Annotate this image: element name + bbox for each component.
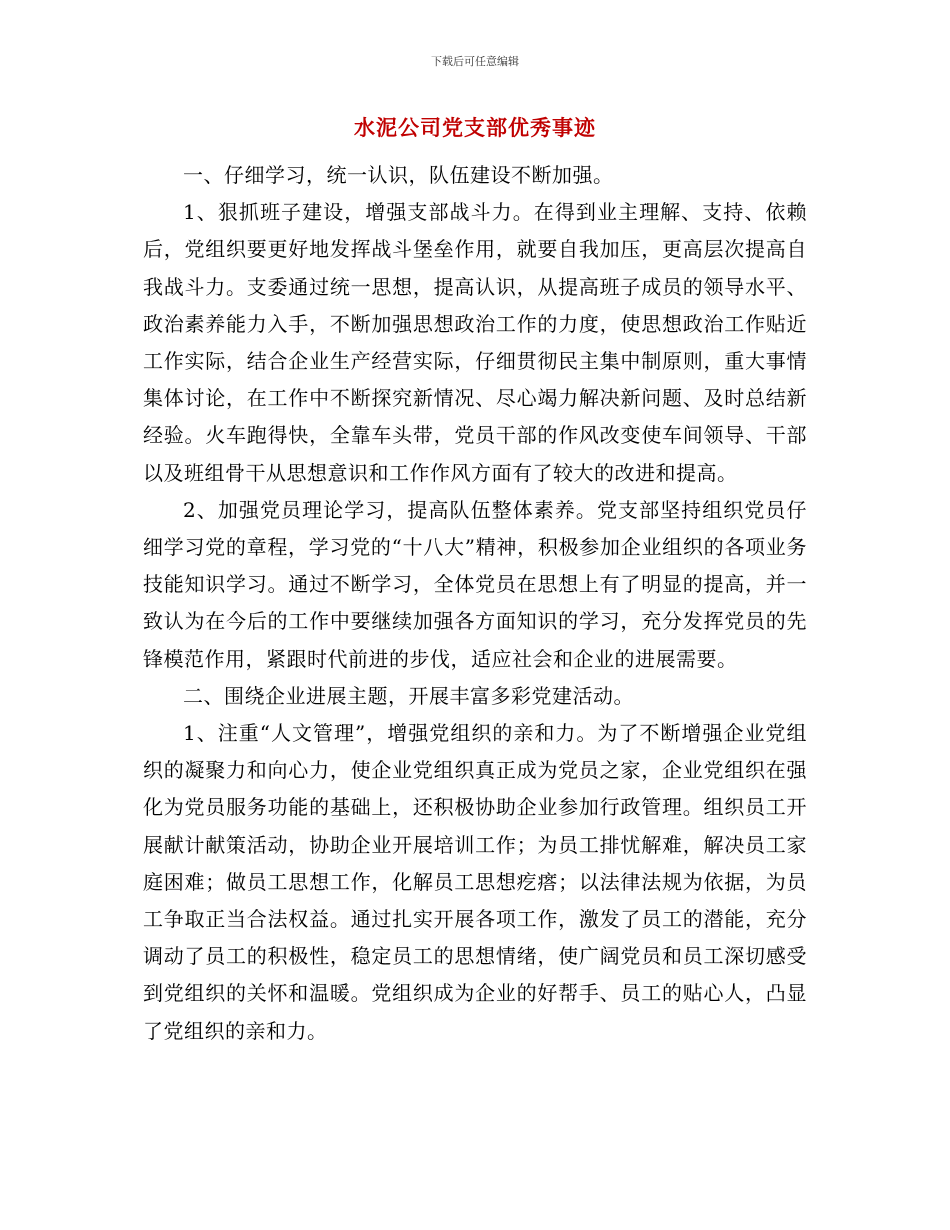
section-heading-1: 一、仔细学习，统一认识，队伍建设不断加强。 bbox=[183, 163, 614, 187]
paragraph: 1、狠抓班子建设，增强支部战斗力。在得到业主理解、支持、依赖后，党组织要更好地发挥战斗堡垒作用，就要自我加压，更高层次提高自我战斗力。支委通过统一思想，提高认识，从提高班子成员的领导水平、政治素养能力入手，不断加强思想政治工作的力度，使思想政治工作贴近工作实际，结合企业生产经营实际，仔细贯彻民主集中制原则，重大事情集体讨论，在工作中不断探究新情况、尽心竭力解决新问题、及时总结新经验。火车跑得快，全靠车头带，党员干部的作风改变使车间领导、干部以及班组骨干从思想意识和工作作风方面有了较大的改进和提高。 bbox=[143, 200, 807, 485]
document-body bbox=[143, 157, 807, 1050]
section-heading-2: 二、围绕企业进展主题，开展丰富多彩党建活动。 bbox=[183, 683, 634, 708]
paragraph: 2、加强党员理论学习，提高队伍整体素养。党支部坚持组织党员仔细学习党的章程，学习党的“十八大”精神，积极参加企业组织的各项业务技能知识学习。通过不断学习，全体党员在思想上有了明显的提高，并一致认为在今后的工作中要继续加强各方面知识的学习，充分发挥党员的先锋模范作用，紧跟时代前进的步伐，适应社会和企业的进展需要。 bbox=[143, 497, 807, 671]
paragraph: 1、注重“人文管理”，增强党组织的亲和力。为了不断增强企业党组织的凝聚力和向心力，使企业党组织真正成为党员之家，企业党组织在强化为党员服务功能的基础上，还积极协助企业参加行政管理。组织员工开展献计献策活动，协助企业开展培训工作；为员工排忧解难，解决员工家庭困难；做员工思想工作，化解员工思想疙瘩；以法律法规为依据，为员工争取正当合法权益。通过扎实开展各项工作，激发了员工的潜能，充分调动了员工的积极性，稳定员工的思想情绪，使广阔党员和员工深切感受到党组织的关怀和温暖。党组织成为企业的好帮手、员工的贴心人，凸显了党组织的亲和力。 bbox=[143, 721, 807, 1043]
header-note: 下载后可任意编辑 bbox=[431, 55, 519, 68]
document-title: 水泥公司党支部优秀事迹 bbox=[354, 115, 596, 140]
